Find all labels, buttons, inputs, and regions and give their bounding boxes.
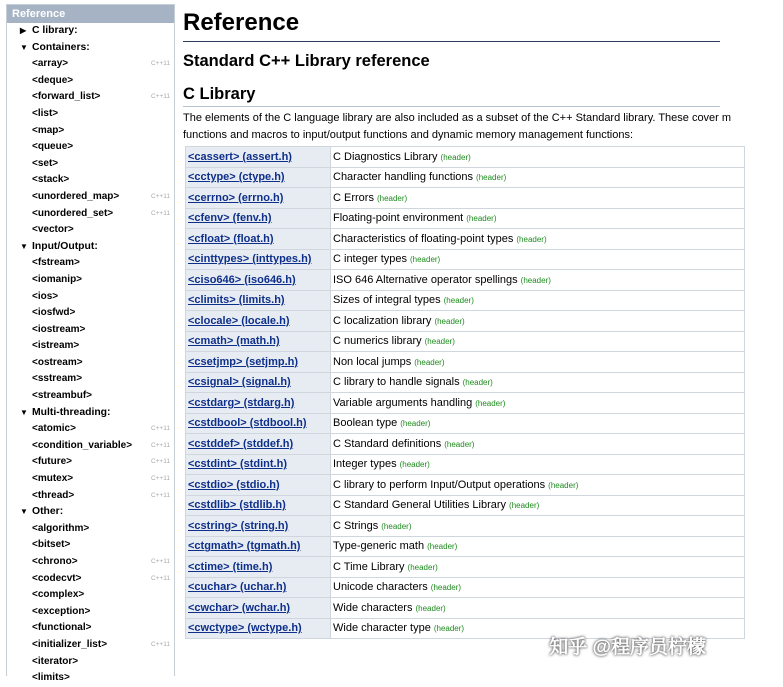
version-badge: C++11 [150,491,170,499]
sidebar-item[interactable] [7,322,174,339]
header-tag: (header) [434,316,465,326]
description-cell [331,147,745,168]
sidebar-item-label[interactable]: <istream> [32,340,80,352]
header-tag: (header) [516,234,547,244]
description-text: Wide character type [333,622,431,635]
header-tag: (header) [462,378,493,388]
description-text: C integer types [333,253,407,266]
sidebar-nav [6,4,175,684]
description-text: Variable arguments handling [333,396,473,409]
description-text: Unicode characters [333,581,428,594]
description-text: C numerics library [333,335,422,348]
header-link[interactable]: <cassert> (assert.h) [188,150,292,163]
header-link-cell [186,372,331,393]
page-title: Reference [183,9,300,36]
header-tag: (header) [440,152,471,162]
sidebar-item-label[interactable]: <streambuf> [32,390,93,402]
sidebar-item-label[interactable]: <codecvt> [32,572,82,584]
version-badge: C++11 [150,458,170,466]
description-text: ISO 646 Alternative operator spellings [333,273,518,286]
header-tag: (header) [466,214,497,224]
header-tag: (header) [476,173,507,183]
sidebar-item-label[interactable]: <ios> [32,290,59,302]
sidebar-item[interactable] [7,123,174,140]
header-tag: (header) [414,357,445,367]
sidebar-item[interactable] [7,388,174,405]
header-link-cell [186,311,331,332]
description-text: Sizes of integral types [333,294,441,307]
section-divider [183,106,720,107]
header-link[interactable]: <ciso646> (iso646.h) [188,273,296,286]
table-row [186,372,745,393]
description-cell [331,495,745,516]
sidebar-item[interactable] [7,338,174,355]
sidebar-group[interactable] [7,504,174,521]
header-link-cell [186,454,331,475]
sidebar-item-label[interactable]: <thread> [32,489,75,501]
header-tag: (header) [400,419,431,429]
header-link-cell [186,557,331,578]
sidebar-item[interactable] [7,438,174,455]
sidebar-item[interactable] [7,289,174,306]
sidebar-item[interactable] [7,421,174,438]
table-row [186,208,745,229]
sidebar-item[interactable] [7,206,174,223]
sidebar-item-label[interactable]: <future> [32,456,73,468]
description-cell [331,577,745,598]
sidebar-item-label[interactable]: <unordered_set> [32,207,114,219]
header-tag: (header) [424,337,455,347]
sidebar-item[interactable] [7,73,174,90]
description-cell [331,536,745,557]
description-text: C localization library [333,314,432,327]
table-row [186,495,745,516]
description-text: Wide characters [333,601,413,614]
description-cell [331,208,745,229]
description-text: Non local jumps [333,355,412,368]
description-text: C library to handle signals [333,376,460,389]
table-row [186,536,745,557]
sidebar-item-label[interactable]: <iomanip> [32,273,83,285]
sidebar-item-label[interactable]: <iostream> [32,323,86,335]
sidebar-item[interactable] [7,654,174,671]
sidebar-group-label[interactable]: Multi-threading: [32,406,111,418]
description-text: Boolean type [333,417,398,430]
header-link-cell [186,618,331,639]
description-cell [331,372,745,393]
description-cell [331,311,745,332]
header-link-cell [186,434,331,455]
description-cell [331,598,745,619]
header-link[interactable]: <clocale> (locale.h) [188,314,290,327]
header-link[interactable]: <cstdio> (stdio.h) [188,478,280,491]
description-text: C Strings [333,519,379,532]
header-link-cell [186,495,331,516]
sidebar-group-label[interactable]: Containers: [32,41,90,53]
description-cell [331,167,745,188]
description-cell [331,434,745,455]
description-cell [331,393,745,414]
header-link-cell [186,393,331,414]
version-badge: C++11 [150,209,170,217]
header-link[interactable]: <cinttypes> (inttypes.h) [188,253,312,266]
sidebar-item-label[interactable]: <algorithm> [32,522,90,534]
description-cell [331,557,745,578]
description-text: C Diagnostics Library [333,150,438,163]
header-link-cell [186,208,331,229]
header-link[interactable]: <cmath> (math.h) [188,335,280,348]
sidebar-item[interactable] [7,371,174,388]
header-tag: (header) [444,439,475,449]
description-text: Type-generic math [333,540,425,553]
header-link[interactable]: <cfenv> (fenv.h) [188,212,272,225]
sidebar-group-label[interactable]: Other: [32,506,64,518]
description-cell [331,516,745,537]
table-row [186,331,745,352]
sidebar-item-label[interactable]: <sstream> [32,373,83,385]
table-row [186,249,745,270]
sidebar-item[interactable] [7,222,174,239]
sidebar-item-label[interactable]: <condition_variable> [32,439,133,451]
header-tag: (header) [415,603,446,613]
sidebar-item[interactable] [7,255,174,272]
version-badge: C++11 [150,425,170,433]
header-link-cell [186,516,331,537]
sidebar-item-label[interactable]: <fstream> [32,257,80,269]
sidebar-group-c-library[interactable] [7,23,174,40]
collapse-triangle-icon[interactable]: ▼ [20,507,28,517]
table-row [186,270,745,291]
header-link-cell [186,270,331,291]
header-link-cell [186,598,331,619]
sidebar-item[interactable] [7,554,174,571]
watermark: 知乎 @程序员柠檬 [549,637,706,658]
header-link-cell [186,229,331,250]
header-link-cell [186,147,331,168]
version-badge: C++11 [150,574,170,582]
sidebar-item-label[interactable]: <stack> [32,174,70,186]
collapse-triangle-icon[interactable]: ▼ [20,42,28,52]
sidebar-item[interactable] [7,139,174,156]
sidebar-item[interactable] [7,172,174,189]
sidebar-item[interactable] [7,670,174,687]
header-link[interactable]: <cerrno> (errno.h) [188,191,284,204]
description-text: Integer types [333,458,397,471]
sidebar-item[interactable] [7,106,174,123]
table-row [186,475,745,496]
sidebar-item-label[interactable]: <mutex> [32,473,74,485]
sidebar-item-label[interactable]: <forward_list> [32,91,101,103]
header-link-cell [186,331,331,352]
header-link-cell [186,577,331,598]
description-cell [331,290,745,311]
header-link[interactable]: <cstdint> (stdint.h) [188,458,287,471]
description-cell [331,352,745,373]
header-link[interactable]: <ctgmath> (tgmath.h) [188,540,301,553]
header-link[interactable]: <cuchar> (uchar.h) [188,581,287,594]
sidebar-item[interactable] [7,537,174,554]
description-text: C Time Library [333,560,405,573]
header-link[interactable]: <csetjmp> (setjmp.h) [188,355,299,368]
table-row [186,516,745,537]
page-subtitle: Standard C++ Library reference [183,52,430,70]
sidebar-item[interactable] [7,571,174,588]
description-text: C library to perform Input/Output operations [333,478,546,491]
description-cell [331,331,745,352]
sidebar-item-label[interactable]: <array> [32,58,69,70]
description-cell [331,270,745,291]
table-row [186,188,745,209]
version-badge: C++11 [150,475,170,483]
intro-text [183,110,783,144]
header-tag: (header) [475,398,506,408]
header-tag: (header) [399,460,430,470]
sidebar-item[interactable] [7,604,174,621]
sidebar-group[interactable] [7,40,174,57]
sidebar-item-label[interactable]: <list> [32,107,59,119]
collapse-triangle-icon[interactable]: ▼ [20,407,28,417]
sidebar-item[interactable] [7,454,174,471]
sidebar-item[interactable] [7,305,174,322]
header-tag: (header) [509,501,540,511]
sidebar-item[interactable] [7,56,174,73]
sidebar-item-label[interactable]: <unordered_map> [32,190,120,202]
header-link[interactable]: <cfloat> (float.h) [188,232,274,245]
header-link-cell [186,352,331,373]
header-link[interactable]: <cctype> (ctype.h) [188,171,285,184]
description-text: Character handling functions [333,171,474,184]
sidebar-item[interactable] [7,587,174,604]
expand-triangle-icon[interactable]: ▶ [20,26,27,35]
c-library-table [185,146,745,639]
header-link[interactable]: <climits> (limits.h) [188,294,285,307]
description-cell [331,188,745,209]
intro-line: The elements of the C language library are also included as a subset of the C++ Standard library. These cover m [183,112,732,124]
sidebar-group[interactable] [7,405,174,422]
sidebar-item[interactable] [7,620,174,637]
sidebar-item-label[interactable]: <functional> [32,622,92,634]
description-text: C Errors [333,191,374,204]
version-badge: C++11 [150,640,170,648]
description-cell [331,413,745,434]
sidebar-item-label[interactable]: <atomic> [32,423,76,435]
table-row [186,352,745,373]
sidebar-item-label[interactable]: <chrono> [32,556,78,567]
sidebar-item-label[interactable]: <queue> [32,141,74,153]
table-row [186,413,745,434]
description-text: C Standard General Utilities Library [333,499,507,512]
header-link-cell [186,167,331,188]
header-link[interactable]: <cstring> (string.h) [188,519,289,532]
sidebar-item-label[interactable]: <limits> [32,672,70,684]
header-link[interactable]: <cstddef> (stddef.h) [188,437,294,450]
description-cell [331,454,745,475]
header-link[interactable]: <ctime> (time.h) [188,560,273,573]
version-badge: C++11 [150,60,170,68]
sidebar-item-label[interactable]: <ostream> [32,356,83,368]
sidebar-item-label[interactable]: <vector> [32,224,74,236]
sidebar-item[interactable] [7,272,174,289]
header-tag: (header) [427,542,458,552]
sidebar-item[interactable] [7,156,174,173]
header-tag: (header) [430,583,462,593]
table-row [186,229,745,250]
header-link[interactable]: <cwctype> (wctype.h) [188,622,302,635]
description-cell [331,249,745,270]
version-badge: C++11 [150,441,170,449]
header-link[interactable]: <cstdarg> (stdarg.h) [188,396,295,409]
sidebar-item-label[interactable]: <complex> [32,589,85,601]
sidebar-item-label[interactable]: <map> [32,124,65,136]
table-row [186,290,745,311]
table-row [186,311,745,332]
section-heading: C Library [183,85,256,103]
header-link-cell [186,475,331,496]
sidebar-item[interactable] [7,89,174,106]
table-row [186,167,745,188]
header-tag: (header) [443,296,474,306]
description-text: Floating-point environment [333,212,464,225]
sidebar-item[interactable] [7,637,174,654]
header-tag: (header) [433,624,465,634]
sidebar-group[interactable] [7,239,174,256]
header-link-cell [186,536,331,557]
sidebar-item-label[interactable]: <iterator> [32,655,79,667]
sidebar-item-label[interactable]: <set> [32,157,59,169]
sidebar-item[interactable] [7,471,174,488]
table-row [186,393,745,414]
header-link-cell [186,249,331,270]
header-tag: (header) [520,275,551,285]
sidebar-item-label[interactable]: <initializer_list> [32,638,108,650]
sidebar-group-label[interactable]: C library: [32,25,78,36]
header-link[interactable]: <csignal> (signal.h) [188,376,291,389]
header-link[interactable]: <cwchar> (wchar.h) [188,601,291,614]
table-row [186,598,745,619]
header-link[interactable]: <cstdbool> (stdbool.h) [188,417,307,430]
sidebar-item-label[interactable]: <bitset> [32,539,71,551]
header-tag: (header) [381,521,412,531]
header-tag: (header) [548,480,579,490]
description-cell [331,229,745,250]
version-badge: C++11 [150,93,170,101]
description-text: Characteristics of floating-point types [333,232,514,245]
sidebar-groups [7,40,174,687]
version-badge: C++11 [150,192,170,200]
version-badge: C++11 [150,558,170,565]
table-row [186,147,745,168]
sidebar-item[interactable] [7,521,174,538]
description-cell [331,475,745,496]
title-divider [183,41,720,42]
sidebar-item-label[interactable]: <exception> [32,605,91,617]
main-content [183,0,732,675]
table-row [186,434,745,455]
table-row [186,557,745,578]
collapse-triangle-icon[interactable]: ▼ [20,241,28,251]
sidebar-title[interactable]: Reference [7,5,174,23]
sidebar-item-label[interactable]: <deque> [32,74,74,86]
sidebar-group-label[interactable]: Input/Output: [32,240,98,252]
table-row [186,454,745,475]
description-text: C Standard definitions [333,437,442,450]
table-row [186,577,745,598]
header-tag: (header) [409,255,441,265]
sidebar-item[interactable] [7,355,174,372]
sidebar-item[interactable] [7,488,174,505]
header-link-cell [186,290,331,311]
sidebar-item[interactable] [7,189,174,206]
header-link-cell [186,413,331,434]
header-link[interactable]: <cstdlib> (stdlib.h) [188,499,286,512]
header-tag: (header) [407,562,438,572]
header-tag: (header) [376,193,408,203]
header-link-cell [186,188,331,209]
intro-line: functions and macros to input/output functions and dynamic memory management functions: [183,129,634,141]
sidebar-item-label[interactable]: <iosfwd> [32,307,76,319]
